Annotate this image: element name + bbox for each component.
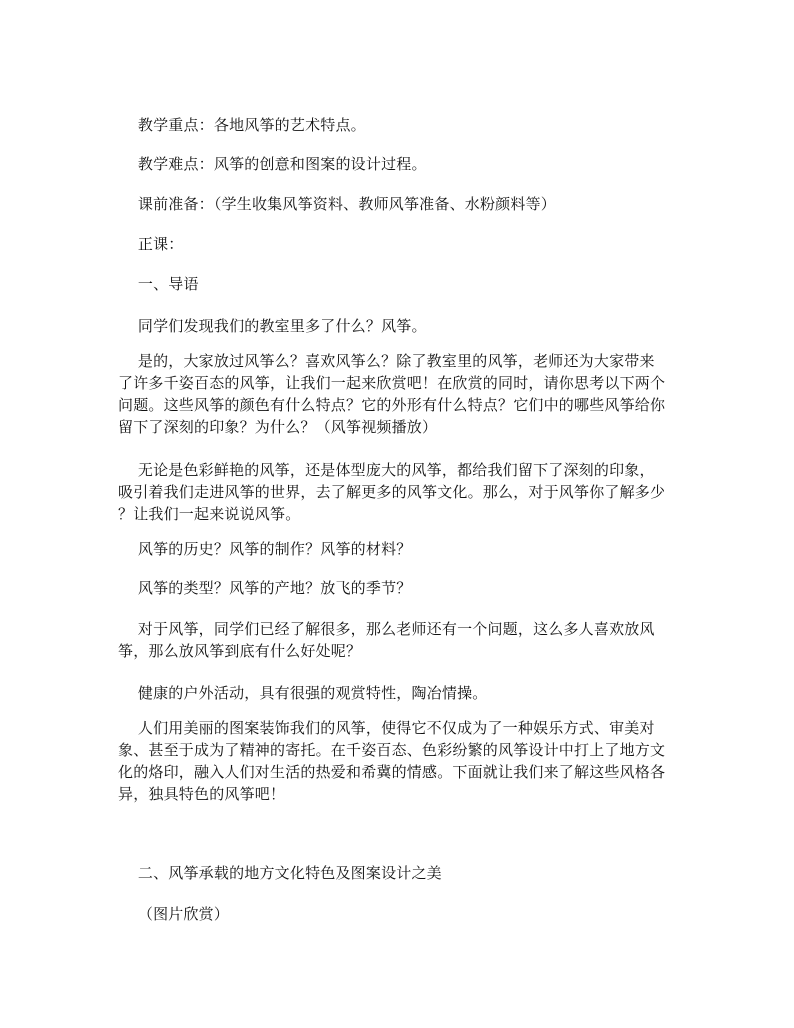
question-types: 风筝的类型？风筝的产地？放飞的季节？ [118, 579, 412, 597]
paragraph-line: 象、甚至于成为了精神的寄托。在千姿百态、色彩纷繁的风筝设计中打上了地方文 [118, 741, 666, 759]
paragraph-line: 人们用美丽的图案装饰我们的风筝，使得它不仅成为了一种娱乐方式、审美对 [118, 719, 655, 737]
paragraph-line: 筝，那么放风筝到底有什么好处呢？ [118, 642, 362, 660]
paragraph-line: 问题。这些风筝的颜色有什么特点？它的外形有什么特点？它们中的哪些风筝给你 [118, 396, 666, 414]
paragraph-line: 了许多千姿百态的风筝，让我们一起来欣赏吧！在欣赏的同时，请你思考以下两个 [118, 374, 666, 392]
paragraph-line: 异，独具特色的风筝吧！ [118, 785, 286, 803]
section-heading-culture-design: 二、风筝承载的地方文化特色及图案设计之美 [118, 864, 442, 882]
lesson-preparation: 课前准备：（学生收集风筝资料、教师风筝准备、水粉颜料等） [118, 195, 556, 213]
question-history: 风筝的历史？风筝的制作？风筝的材料？ [118, 540, 412, 558]
paragraph-line: 对于风筝，同学们已经了解很多，那么老师还有一个问题，这么多人喜欢放风 [118, 620, 655, 638]
paragraph-line: 是的，大家放过风筝么？喜欢风筝么？除了教室里的风筝，老师还为大家带来 [118, 352, 655, 370]
paragraph-appreciation [118, 350, 690, 438]
paragraph-line: ？让我们一起来说说风筝。 [118, 505, 301, 523]
teaching-difficulty: 教学难点：风筝的创意和图案的设计过程。 [118, 155, 427, 173]
paragraph-line: 吸引着我们走进风筝的世界，去了解更多的风筝文化。那么，对于风筝你了解多少 [118, 483, 666, 501]
paragraph-decoration [118, 717, 690, 805]
paragraph-benefit-question [118, 618, 690, 662]
picture-appreciation-note: （图片欣赏） [118, 905, 230, 923]
paragraph-line: 无论是色彩鲜艳的风筝，还是体型庞大的风筝，都给我们留下了深刻的印象， [118, 461, 655, 479]
section-heading-intro: 一、导语 [118, 275, 199, 293]
intro-question: 同学们发现我们的教室里多了什么？风筝。 [118, 317, 427, 335]
lesson-heading: 正课： [118, 235, 184, 253]
teaching-focus: 教学重点：各地风筝的艺术特点。 [118, 116, 366, 134]
paragraph-line: 留下了深刻的印象？为什么？（风筝视频播放） [118, 418, 438, 436]
paragraph-line: 化的烙印，融入人们对生活的热爱和希冀的情感。下面就让我们来了解这些风格各 [118, 763, 666, 781]
benefit-answer: 健康的户外活动，具有很强的观赏特性，陶冶情操。 [118, 684, 488, 702]
paragraph-kite-culture [118, 459, 690, 525]
